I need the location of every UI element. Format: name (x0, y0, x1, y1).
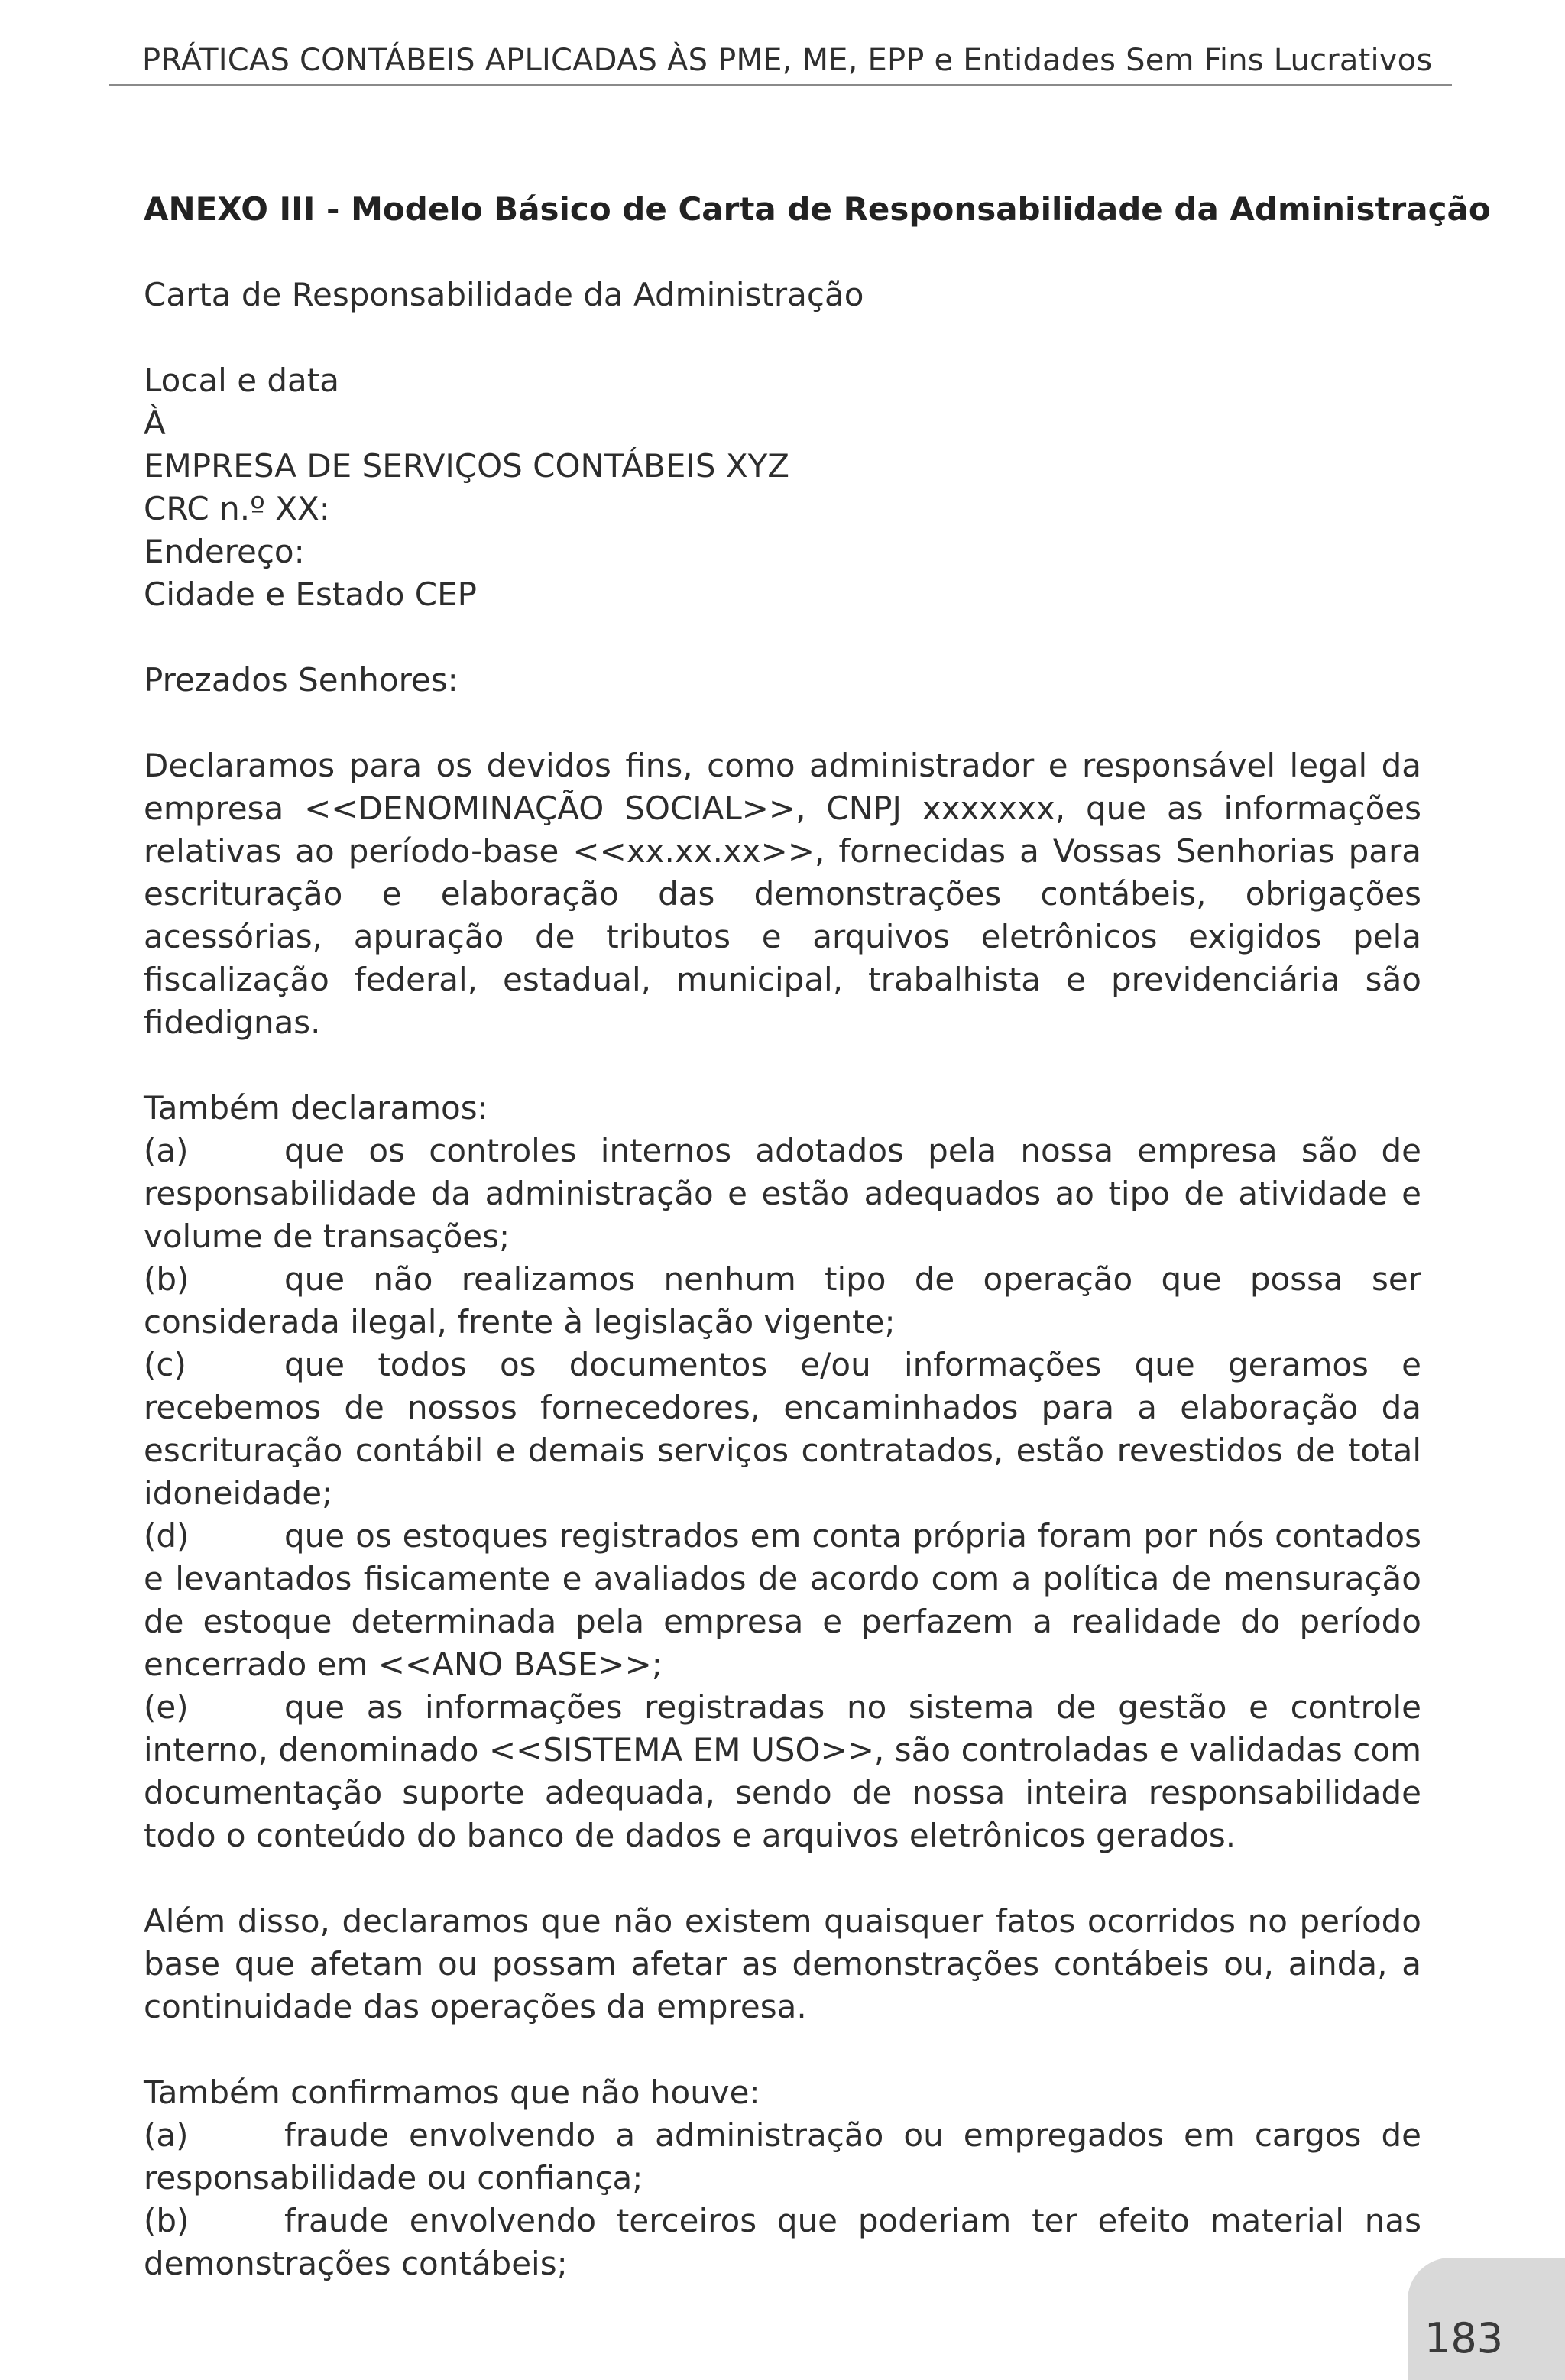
address-line: Endereço: (144, 533, 305, 570)
address-line: CRC n.º XX: (144, 490, 330, 527)
list-item (144, 1344, 1421, 1515)
item-label: (a) (144, 2116, 189, 2154)
list-item (144, 1258, 1421, 1344)
item-label: (c) (144, 1346, 186, 1383)
item-text: que os estoques registrados em conta própria foram por nós contados e levantados fisicamente e avaliados de acordo com a política de mensuração de estoque determinada pela empresa e perfazem a realidade do período encerrado em <<ANO BASE>>; (144, 1517, 1421, 1683)
list-item (144, 1686, 1421, 1857)
address-line: Local e data (144, 362, 339, 399)
confirm-section (144, 2071, 1421, 2285)
address-line: Cidade e Estado CEP (144, 576, 477, 613)
item-label: (a) (144, 1132, 189, 1169)
header-rule (109, 84, 1452, 86)
list-item (144, 2200, 1421, 2285)
declaration-paragraph: Declaramos para os devidos fins, como administrador e responsável legal da empresa <<DENOMINAÇÃO SOCIAL>>, CNPJ xxxxxxx, que as informações relativas ao período-base <<xx.xx.xx>>, fornecidas a Vossas Senhorias para escrituração e elaboração das demonstrações contábeis, obrigações acessórias, apuração de tributos e arquivos eletrônicos exigidos pela fiscalização federal, estadual, municipal, trabalhista e previdenciária são fidedignas. (144, 747, 1421, 1041)
confirm-intro: Também confirmamos que não houve: (144, 2074, 760, 2111)
item-label: (d) (144, 1517, 190, 1555)
annex-title: ANEXO III - Modelo Básico de Carta de Responsabilidade da Administração (144, 190, 1491, 228)
item-text: que não realizamos nenhum tipo de operação que possa ser considerada ilegal, frente à legislação vigente; (144, 1260, 1421, 1341)
address-line: À (144, 404, 166, 442)
item-text: que as informações registradas no sistema de gestão e controle interno, denominado <<SISTEMA EM USO>>, são controladas e validadas com documentação suporte adequada, sendo de nossa inteira responsabilidade todo o conteúdo do banco de dados e arquivos eletrônicos gerados. (144, 1688, 1421, 1854)
list-item (144, 1515, 1421, 1686)
further-declaration-paragraph: Além disso, declaramos que não existem quaisquer fatos ocorridos no período base que afetam ou possam afetar as demonstrações contábeis ou, ainda, a continuidade das operações da empresa. (144, 1902, 1421, 2025)
running-header: PRÁTICAS CONTÁBEIS APLICADAS ÀS PME, ME, EPP e Entidades Sem Fins Lucrativos (142, 43, 1433, 78)
item-label: (e) (144, 1688, 189, 1726)
page-content (144, 188, 1491, 2328)
address-block (144, 359, 1421, 616)
salutation: Prezados Senhores: (144, 661, 458, 699)
item-text: fraude envolvendo terceiros que poderiam ter efeito material nas demonstrações contábeis; (144, 2202, 1421, 2282)
item-label: (b) (144, 1260, 190, 1298)
item-text: que todos os documentos e/ou informações que geramos e recebemos de nossos fornecedores, encaminhados para a elaboração da escrituração contábil e demais serviços contratados, estão revestidos de total idoneidade; (144, 1346, 1421, 1512)
also-declare-section (144, 1087, 1421, 1857)
list-item (144, 1130, 1421, 1258)
page-number: 183 (1424, 2314, 1504, 2362)
also-declare-intro: Também declaramos: (144, 1089, 488, 1127)
letter-subtitle: Carta de Responsabilidade da Administração (144, 276, 864, 313)
item-text: fraude envolvendo a administração ou empregados em cargos de responsabilidade ou confiança; (144, 2116, 1421, 2197)
item-label: (b) (144, 2202, 190, 2239)
list-item (144, 2114, 1421, 2200)
address-line: EMPRESA DE SERVIÇOS CONTÁBEIS XYZ (144, 447, 790, 485)
item-text: que os controles internos adotados pela nossa empresa são de responsabilidade da administração e estão adequados ao tipo de atividade e volume de transações; (144, 1132, 1421, 1255)
